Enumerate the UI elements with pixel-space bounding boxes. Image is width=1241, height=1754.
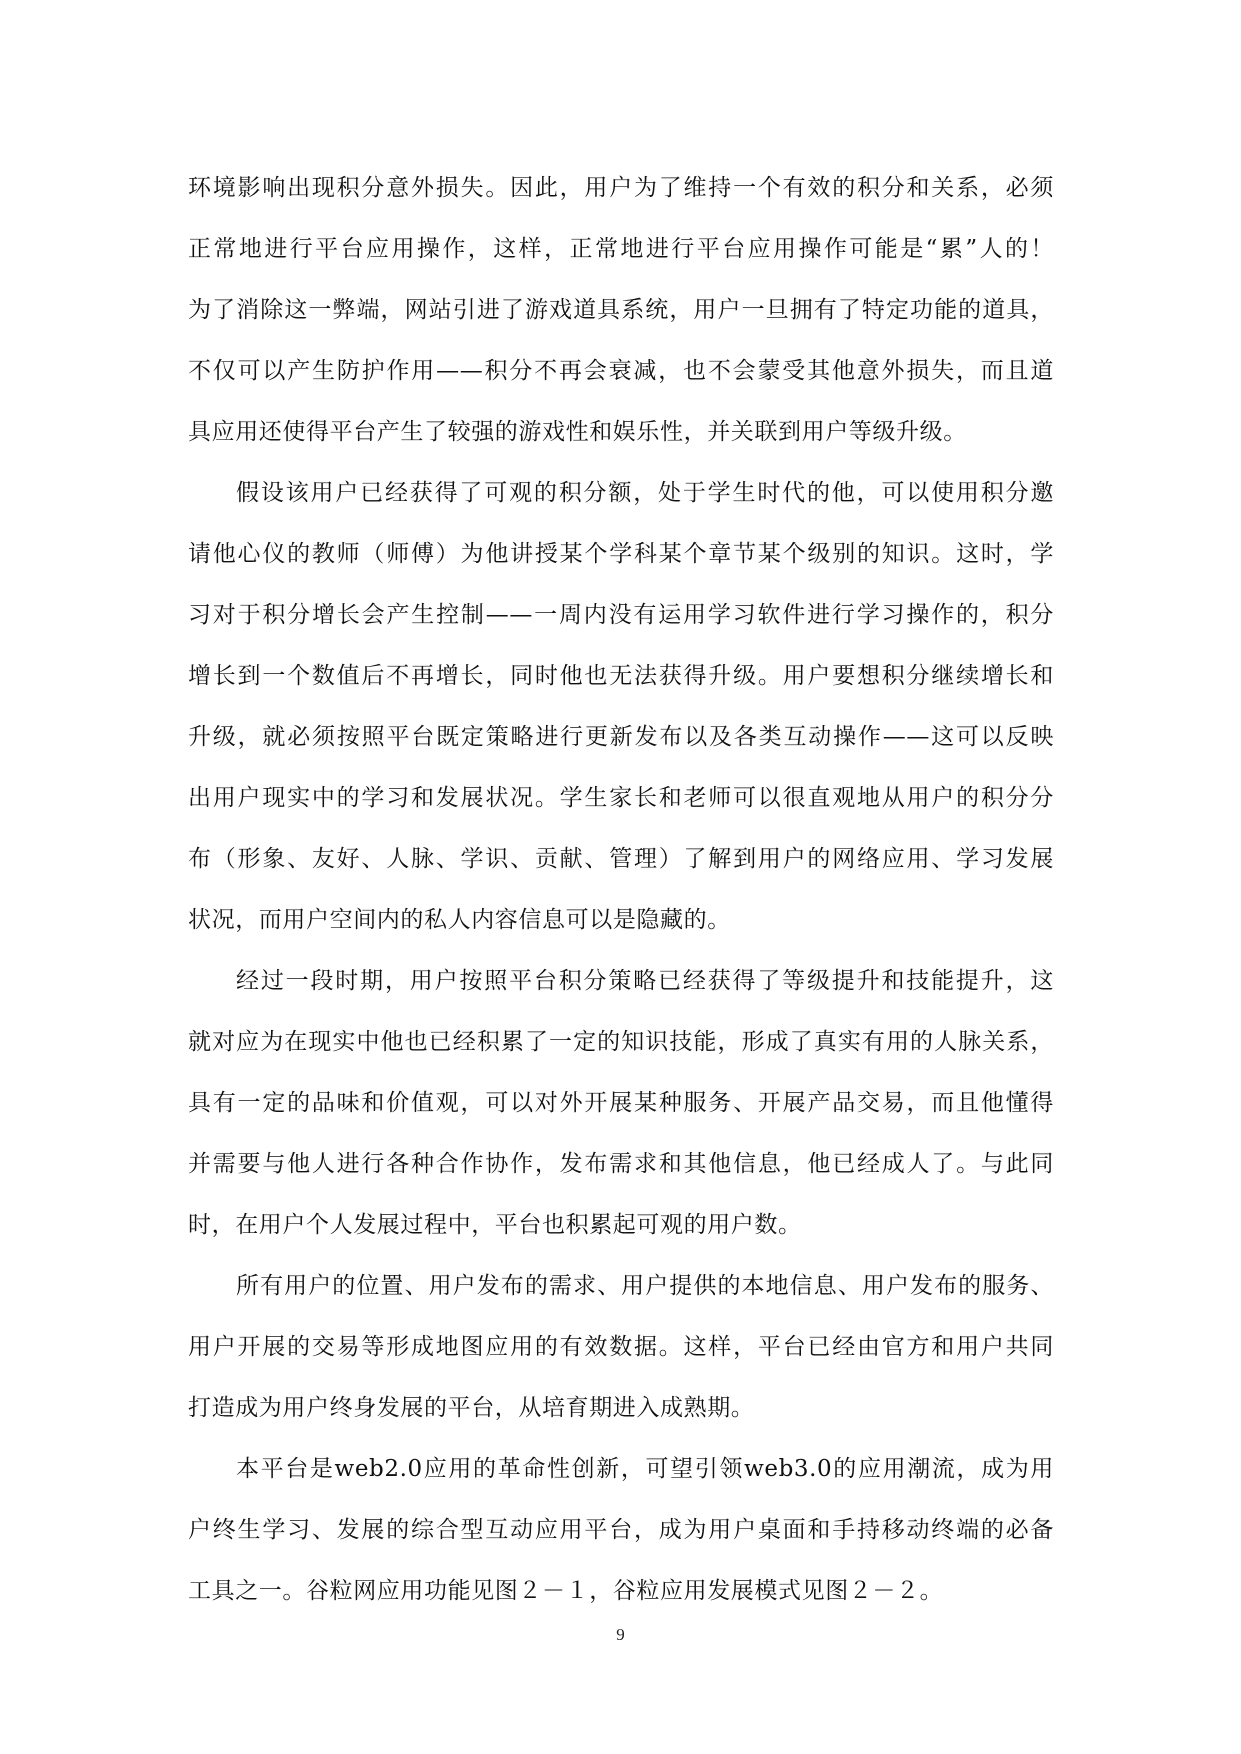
paragraph-first-line: 假设该用户已经获得了可观的积分额，处于学生时代的他，可以使用积分邀	[236, 480, 1054, 506]
text-line: 户终生学习、发展的综合型互动应用平台，成为用户桌面和手持移动终端的必备	[188, 1517, 1054, 1543]
text-line: 并需要与他人进行各种合作协作，发布需求和其他信息，他已经成人了。与此同	[188, 1151, 1054, 1177]
text-line: 具应用还使得平台产生了较强的游戏性和娱乐性，并关联到用户等级升级。	[188, 419, 967, 445]
text-line: 请他心仪的教师（师傅）为他讲授某个学科某个章节某个级别的知识。这时，学	[188, 541, 1054, 567]
text-line: 状况，而用户空间内的私人内容信息可以是隐藏的。	[188, 907, 731, 933]
text-line: 习对于积分增长会产生控制——一周内没有运用学习软件进行学习操作的，积分	[188, 602, 1054, 628]
paragraph-first-line: 本平台是web2.0应用的革命性创新，可望引领web3.0的应用潮流，成为用	[236, 1456, 1054, 1482]
text-line: 为了消除这一弊端，网站引进了游戏道具系统，用户一旦拥有了特定功能的道具，	[188, 297, 1054, 323]
text-line: 环境影响出现积分意外损失。因此，用户为了维持一个有效的积分和关系，必须	[188, 175, 1054, 201]
text-line: 具有一定的品味和价值观，可以对外开展某种服务、开展产品交易，而且他懂得	[188, 1090, 1054, 1116]
text-line: 用户开展的交易等形成地图应用的有效数据。这样，平台已经由官方和用户共同	[188, 1334, 1054, 1360]
paragraph-first-line: 所有用户的位置、用户发布的需求、用户提供的本地信息、用户发布的服务、	[236, 1273, 1054, 1299]
text-line: 工具之一。谷粒网应用功能见图２－１，谷粒应用发展模式见图２－２。	[188, 1578, 944, 1604]
text-line: 增长到一个数值后不再增长，同时他也无法获得升级。用户要想积分继续增长和	[188, 663, 1054, 689]
body-text	[188, 158, 1054, 1622]
page-number: 9	[616, 1625, 625, 1644]
text-line: 就对应为在现实中他也已经积累了一定的知识技能，形成了真实有用的人脉关系，	[188, 1029, 1054, 1055]
text-line: 升级，就必须按照平台既定策略进行更新发布以及各类互动操作——这可以反映	[188, 724, 1054, 750]
text-line: 正常地进行平台应用操作，这样，正常地进行平台应用操作可能是“累”人的！	[188, 236, 1054, 262]
paragraph-first-line: 经过一段时期，用户按照平台积分策略已经获得了等级提升和技能提升，这	[236, 968, 1054, 994]
text-line: 打造成为用户终身发展的平台，从培育期进入成熟期。	[188, 1395, 755, 1421]
text-line: 出用户现实中的学习和发展状况。学生家长和老师可以很直观地从用户的积分分	[188, 785, 1054, 811]
text-line: 布（形象、友好、人脉、学识、贡献、管理）了解到用户的网络应用、学习发展	[188, 846, 1054, 872]
text-line: 时，在用户个人发展过程中，平台也积累起可观的用户数。	[188, 1212, 802, 1238]
text-line: 不仅可以产生防护作用——积分不再会衰减，也不会蒙受其他意外损失，而且道	[188, 358, 1054, 384]
